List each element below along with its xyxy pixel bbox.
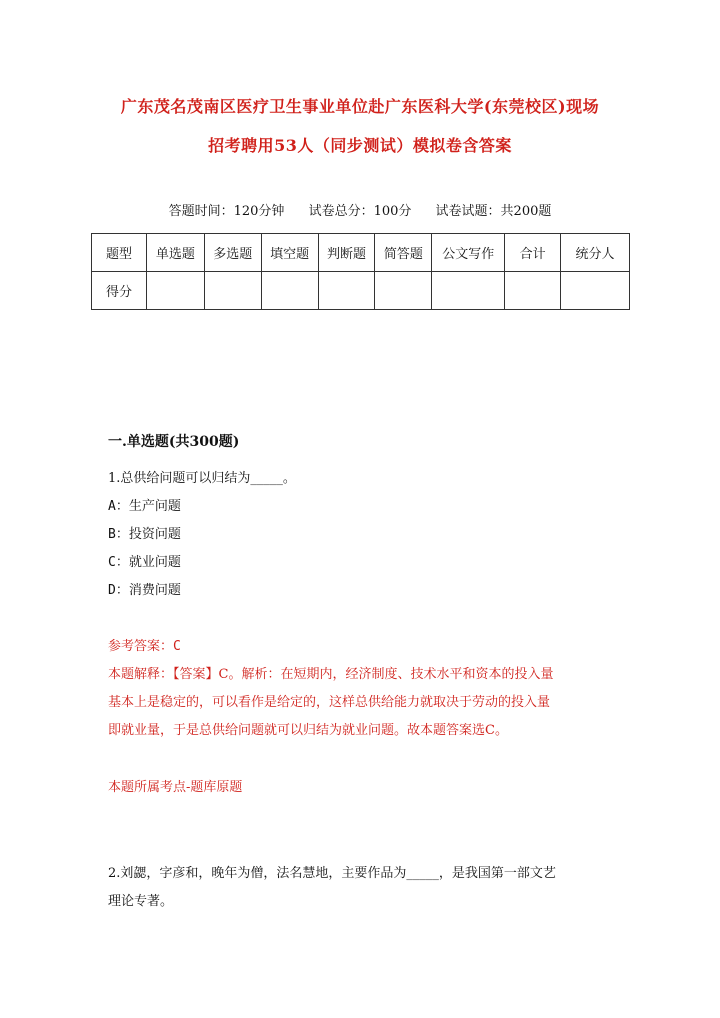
question-1-option-b: B：投资问题 [108,527,181,542]
score-table-header: 公文写作 [432,234,505,272]
score-cell [505,272,561,310]
question-1-option-a: A：生产问题 [108,499,181,514]
score-table-header: 填空题 [261,234,318,272]
score-table-header-row [92,234,630,272]
score-cell [146,272,204,310]
question-1-knowledge-point: 本题所属考点-题库原题 [108,780,243,795]
score-cell [261,272,318,310]
score-cell [561,272,630,310]
exam-total-score: 试卷总分：100分 [308,204,412,219]
question-1-option-c: C：就业问题 [108,555,181,570]
question-1-explanation-line: 即就业量，于是总供给问题就可以归结为就业问题。故本题答案选C。 [108,723,508,738]
score-table-header: 判断题 [318,234,375,272]
score-cell [318,272,375,310]
question-2-stem-line: 2.刘勰，字彦和，晚年为僧，法名慧地，主要作品为_____，是我国第一部文艺 [108,866,556,881]
exam-question-count: 试卷试题：共200题 [435,204,552,219]
question-1-option-d: D：消费问题 [108,583,181,598]
question-2-stem-line: 理论专著。 [108,894,174,909]
score-table-score-row [92,272,630,310]
question-1-explanation-line: 本题解释：【答案】C。解析：在短期内，经济制度、技术水平和资本的投入量 [108,667,554,682]
score-table-header: 题型 [92,234,147,272]
score-table-header: 简答题 [375,234,432,272]
score-cell [204,272,261,310]
score-table-header: 合计 [505,234,561,272]
score-row-label: 得分 [92,272,147,310]
question-1-explanation-line: 基本上是稳定的，可以看作是给定的，这样总供给能力就取决于劳动的投入量 [108,695,551,710]
score-table-header: 多选题 [204,234,261,272]
section-heading: 一.单选题(共300题) [108,434,240,450]
exam-time: 答题时间：120分钟 [168,204,285,219]
score-table-header: 统分人 [561,234,630,272]
document-title-line-1: 广东茂名茂南区医疗卫生事业单位赴广东医科大学(东莞校区)现场 [120,97,600,116]
question-1-stem: 1.总供给问题可以归结为_____。 [108,471,296,486]
score-table-header: 单选题 [146,234,204,272]
score-cell [432,272,505,310]
score-table [91,233,630,310]
question-1-answer: 参考答案：C [108,639,181,654]
score-cell [375,272,432,310]
document-title-line-2: 招考聘用53人（同步测试）模拟卷含答案 [208,136,512,155]
exam-meta [0,200,720,219]
